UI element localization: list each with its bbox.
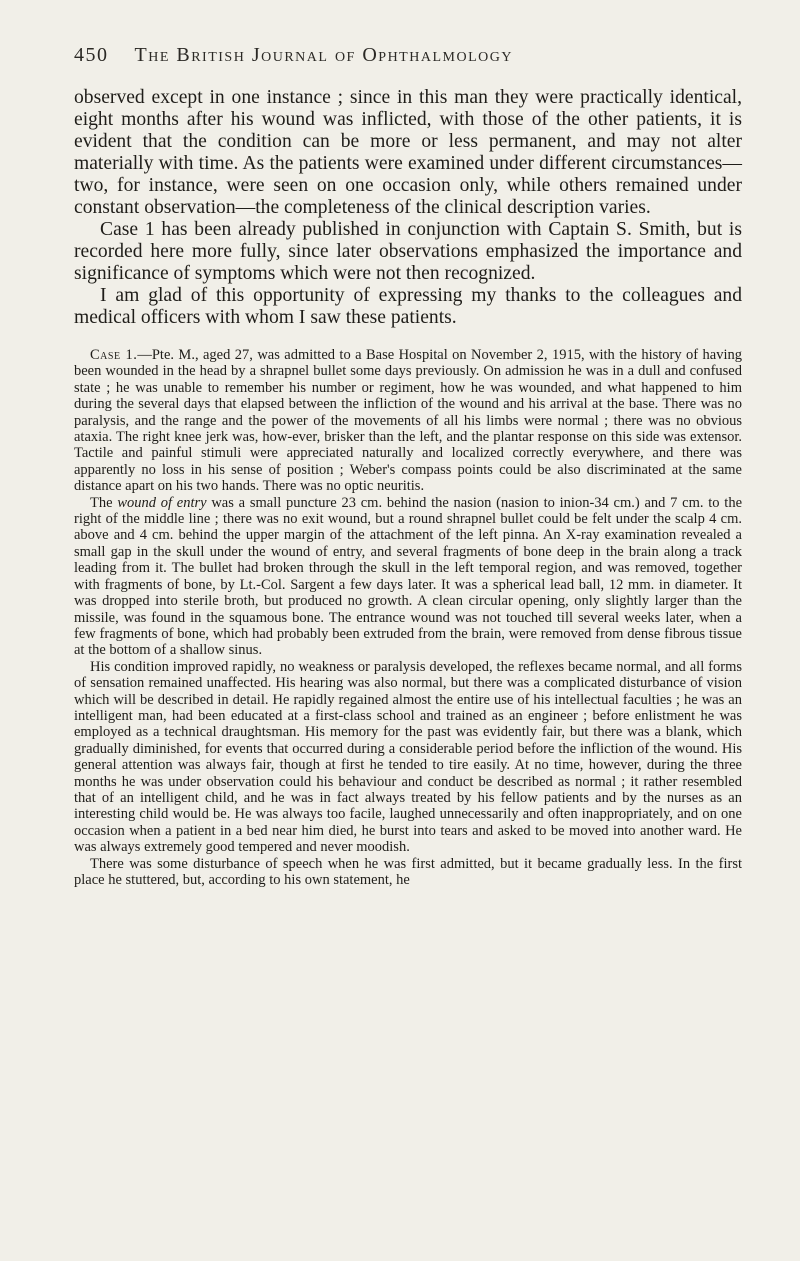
- lead-text: [74, 87, 742, 329]
- case-label: Case 1.: [90, 347, 138, 363]
- case-report: [74, 347, 742, 888]
- page-number: 450: [74, 44, 109, 66]
- case-paragraph: His condition improved rapidly, no weakness or paralysis developed, the reflexes became normal, and all forms of sensation remained unaffected. His hearing was also normal, but there was a complicated disturbance of vision which will be described in detail. He rapidly regained almost the entire use of his intellectual faculties ; he was an intelligent man, had been educated at a first-class school and trained as an engineer ; before enlistment he was employed as a technical draughtsman. His memory for the past was evidently fair, but there was a blank, which gradually diminished, for events that occurred during a considerable period before the infliction of the wound. His general attention was always fair, though at first he tended to tire easily. At no time, however, during the three months he was under observation could his behaviour and conduct be described as normal ; it rather resembled that of an intelligent child, and he was in fact always treated by his fellow patients and by the nurses as an interesting child would be. He was always too facile, laughed unnecessarily and often inappropriately, and on one occasion when a patient in a bed near him died, he burst into tears and asked to be moved into another ward. He was always extremely good tempered and never moodish.: [74, 658, 742, 856]
- journal-title: The British Journal of Ophthalmology: [134, 44, 513, 66]
- running-head: [74, 44, 742, 67]
- case-paragraph: Case 1.—Pte. M., aged 27, was admitted to a Base Hospital on November 2, 1915, with the history of having been wounded in the head by a shrapnel bullet some days previously. On admission he was in a dull and confused state ; he was unable to remember his number or regiment, how he was wounded, and what happened to him during the several days that elapsed between the infliction of the wound and his arrival at the base. There was no paralysis, and the range and the power of the movements of all his limbs were normal ; there was no obvious ataxia. The right knee jerk was, how-ever, brisker than the left, and the plantar response on this side was extensor. Tactile and painful stimuli were appreciated naturally and localized correctly everywhere, and there was apparently no loss in his sense of position ; Weber's compass points could be also discriminated at the same distance apart on his two hands. There was no optic neuritis.: [74, 347, 742, 495]
- lead-paragraph: I am glad of this opportunity of expressing my thanks to the colleagues and medical officers with whom I saw these patients.: [74, 285, 742, 328]
- lead-paragraph: observed except in one instance ; since in this man they were practically identical, eight months after his wound was inflicted, with those of the other patients, it is evident that the condition can be more or less permanent, and may not alter materially with time. As the patients were examined under different circumstances—two, for instance, were seen on one occasion only, while others remained under constant observation—the completeness of the clinical description varies.: [74, 87, 742, 218]
- journal-page: [74, 44, 742, 888]
- emphasis: wound of entry: [117, 494, 207, 511]
- lead-paragraph: Case 1 has been already published in conjunction with Captain S. Smith, but is recorded here more fully, since later observations emphasized the importance and significance of symptoms which were not then recognized.: [74, 219, 742, 284]
- case-paragraph: The wound of entry was a small puncture 23 cm. behind the nasion (nasion to inion-34 cm.) and 7 cm. to the right of the middle line ; there was no exit wound, but a round shrapnel bullet could be felt under the scalp 4 cm. above and 4 cm. behind the upper margin of the attachment of the left pinna. An X-ray examination revealed a small gap in the skull under the wound of entry, and several fragments of bone deep in the brain along a track leading from it. The bullet had broken through the skull in the left temporal region, and was removed, together with fragments of bone, by Lt.-Col. Sargent a few days later. It was a spherical lead ball, 12 mm. in diameter. It was dropped into sterile broth, but produced no growth. A clean circular opening, only slightly larger than the missile, was found in the squamous bone. The entrance wound was not touched till several weeks later, when a few fragments of bone, which had probably been extruded from the brain, were removed from dense fibrous tissue at the bottom of a shallow sinus.: [74, 494, 743, 659]
- case-paragraph: There was some disturbance of speech when he was first admitted, but it became gradually less. In the first place he stuttered, but, according to his own statement, he: [74, 855, 742, 888]
